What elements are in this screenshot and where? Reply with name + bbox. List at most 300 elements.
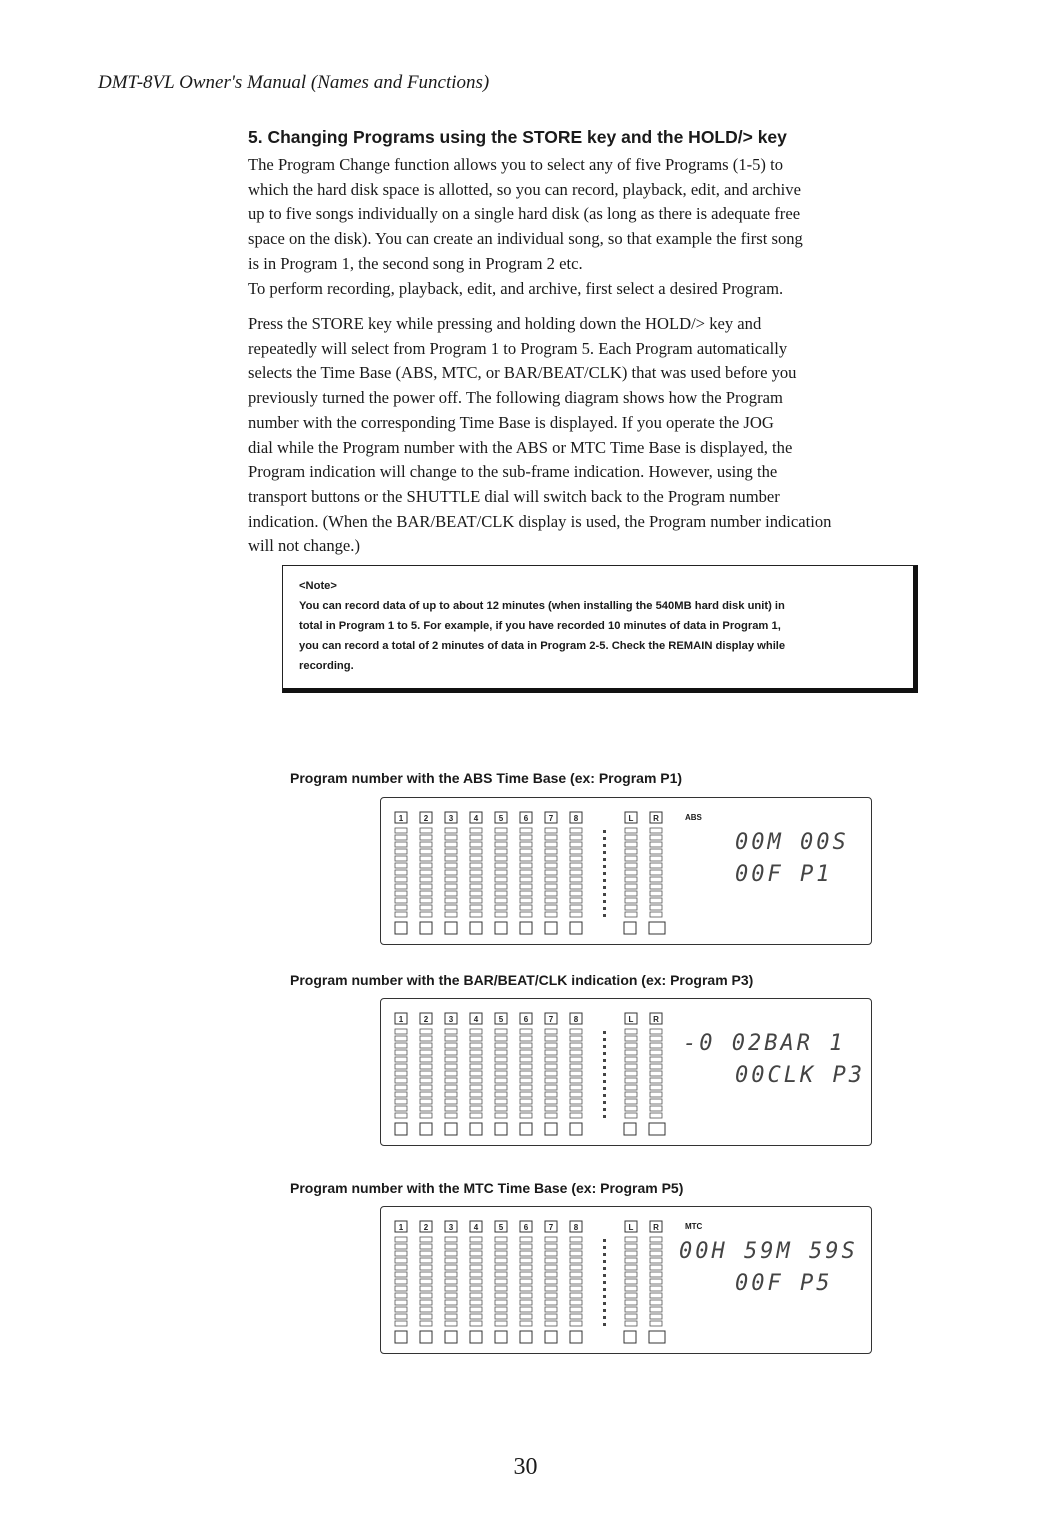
meter-segment — [570, 1036, 582, 1041]
db-scale-tick — [603, 1274, 606, 1277]
meter-segment — [520, 1307, 532, 1312]
text-line: To perform recording, playback, edit, and archive, first select a desired Program. — [248, 278, 784, 298]
db-scale-tick — [603, 900, 606, 903]
meter-segment — [625, 1244, 637, 1249]
meter-peak-box — [520, 1331, 532, 1343]
meter-segment — [395, 1078, 407, 1083]
meter-channel-label: 7 — [548, 1223, 554, 1232]
meter-peak-box — [624, 1331, 636, 1343]
meter-segment — [395, 1113, 407, 1118]
meter-peak-box — [520, 1123, 532, 1135]
meter-segment — [445, 1258, 457, 1263]
meter-segment — [395, 1057, 407, 1062]
meter-segment — [570, 1085, 582, 1090]
meter-channel-label: R — [653, 814, 659, 823]
meter-segment — [520, 1085, 532, 1090]
meter-segment — [470, 1106, 482, 1111]
meter-segment — [625, 1286, 637, 1291]
meter-segment — [520, 891, 532, 896]
meter-segment — [570, 905, 582, 910]
meter-segment — [470, 1279, 482, 1284]
meter-segment — [650, 1050, 662, 1055]
db-scale-tick — [603, 907, 606, 910]
meter-segment — [545, 870, 557, 875]
db-scale-tick — [603, 1101, 606, 1104]
meter-segment — [420, 877, 432, 882]
db-scale-tick — [603, 1267, 606, 1270]
meter-segment — [495, 1251, 507, 1256]
text-line: is in Program 1, the second song in Program 2 etc. — [248, 253, 583, 273]
text-line: will not change.) — [248, 536, 360, 556]
meter-segment — [420, 1085, 432, 1090]
meter-segment — [625, 1307, 637, 1312]
meter-segment — [520, 1050, 532, 1055]
meter-segment — [495, 835, 507, 840]
meter-segment — [445, 1272, 457, 1277]
meter-segment — [520, 1251, 532, 1256]
meter-segment — [395, 1092, 407, 1097]
db-scale-tick — [603, 1246, 606, 1249]
text-line: up to five songs individually on a single hard disk (as long as there is adequate free — [248, 204, 801, 224]
meter-segment — [395, 905, 407, 910]
meter-segment — [625, 905, 637, 910]
meter-segment — [495, 1092, 507, 1097]
meter-segment — [625, 912, 637, 917]
meter-segment — [445, 1085, 457, 1090]
meter-segment — [650, 1085, 662, 1090]
meter-peak-box — [395, 1123, 407, 1135]
meter-segment — [445, 842, 457, 847]
meter-channel-label: 3 — [448, 1015, 454, 1024]
meter-segment — [520, 1314, 532, 1319]
note-heading: <Note> — [299, 580, 337, 592]
db-scale-tick — [603, 844, 606, 847]
meter-segment — [520, 1036, 532, 1041]
meter-segment — [570, 849, 582, 854]
meter-segment — [625, 1251, 637, 1256]
meter-segment — [650, 828, 662, 833]
meter-segment — [520, 1092, 532, 1097]
meter-segment — [570, 863, 582, 868]
meter-segment — [445, 1043, 457, 1048]
time-readout-line1: 00H 59M 59S — [679, 1239, 858, 1264]
meter-segment — [625, 1092, 637, 1097]
meter-segment — [495, 884, 507, 889]
meter-segment — [395, 1251, 407, 1256]
meter-segment — [470, 912, 482, 917]
meter-segment — [495, 870, 507, 875]
meter-segment — [545, 828, 557, 833]
time-readout-line2: 00F P1 — [735, 862, 833, 887]
meter-segment — [445, 1307, 457, 1312]
meter-segment — [395, 1300, 407, 1305]
level-meters — [381, 999, 681, 1145]
figure-caption-mtc: Program number with the MTC Time Base (ex: Program P5) — [290, 1180, 684, 1196]
meter-segment — [650, 1092, 662, 1097]
meter-segment — [570, 1064, 582, 1069]
meter-peak-box — [649, 1331, 665, 1343]
meter-peak-box — [420, 922, 432, 934]
meter-segment — [545, 884, 557, 889]
meter-segment — [470, 1050, 482, 1055]
db-scale-tick — [603, 851, 606, 854]
meter-segment — [570, 828, 582, 833]
meter-segment — [545, 849, 557, 854]
meter-channel-label: R — [653, 1015, 659, 1024]
meter-segment — [520, 1071, 532, 1076]
meter-segment — [445, 1078, 457, 1083]
meter-segment — [650, 1029, 662, 1034]
meter-segment — [395, 898, 407, 903]
db-scale-tick — [603, 1094, 606, 1097]
meter-channel-label: 4 — [473, 814, 479, 823]
meter-segment — [625, 1064, 637, 1069]
meter-segment — [445, 1064, 457, 1069]
meter-segment — [520, 1078, 532, 1083]
meter-segment — [625, 1078, 637, 1083]
meter-segment — [445, 1286, 457, 1291]
meter-segment — [395, 863, 407, 868]
meter-segment — [545, 1314, 557, 1319]
meter-segment — [420, 1244, 432, 1249]
meter-peak-box — [470, 922, 482, 934]
meter-segment — [420, 1092, 432, 1097]
meter-segment — [650, 1272, 662, 1277]
meter-segment — [570, 1029, 582, 1034]
meter-channel-label: 1 — [398, 814, 404, 823]
meter-channel-label: 4 — [473, 1223, 479, 1232]
meter-peak-box — [624, 922, 636, 934]
meter-segment — [470, 863, 482, 868]
meter-segment — [495, 1307, 507, 1312]
note-line: you can record a total of 2 minutes of data in Program 2-5. Check the REMAIN display while — [299, 640, 786, 652]
meter-segment — [520, 1321, 532, 1326]
meter-segment — [650, 1244, 662, 1249]
text-line: Program indication will change to the sub-frame indication. However, using the — [248, 462, 778, 482]
db-scale-tick — [603, 1288, 606, 1291]
meter-segment — [470, 1244, 482, 1249]
meter-peak-box — [420, 1123, 432, 1135]
meter-segment — [495, 1321, 507, 1326]
db-scale-tick — [603, 858, 606, 861]
meter-segment — [445, 1057, 457, 1062]
meter-segment — [650, 1265, 662, 1270]
meter-segment — [570, 1279, 582, 1284]
meter-segment — [625, 1029, 637, 1034]
meter-channel-label: 6 — [523, 1015, 529, 1024]
meter-segment — [650, 842, 662, 847]
lcd-display-mtc — [380, 1206, 872, 1354]
meter-segment — [445, 1237, 457, 1242]
meter-peak-box — [545, 922, 557, 934]
meter-segment — [625, 828, 637, 833]
meter-segment — [625, 1321, 637, 1326]
meter-segment — [395, 884, 407, 889]
lcd-display-abs — [380, 797, 872, 945]
meter-segment — [650, 1307, 662, 1312]
meter-segment — [445, 1244, 457, 1249]
meter-segment — [650, 856, 662, 861]
meter-segment — [570, 1307, 582, 1312]
meter-segment — [520, 905, 532, 910]
meter-segment — [470, 828, 482, 833]
meter-segment — [545, 1071, 557, 1076]
meter-channel-label: 6 — [523, 1223, 529, 1232]
meter-segment — [420, 1078, 432, 1083]
meter-segment — [495, 1244, 507, 1249]
meter-segment — [495, 1293, 507, 1298]
note-line: You can record data of up to about 12 minutes (when installing the 540MB hard disk unit) in — [299, 600, 785, 612]
meter-segment — [495, 1057, 507, 1062]
meter-segment — [420, 1314, 432, 1319]
meter-segment — [495, 863, 507, 868]
meter-segment — [470, 1272, 482, 1277]
meter-segment — [545, 1064, 557, 1069]
meter-segment — [625, 1300, 637, 1305]
meter-channel-label: 1 — [398, 1223, 404, 1232]
meter-segment — [545, 1078, 557, 1083]
meter-segment — [495, 1036, 507, 1041]
meter-segment — [445, 835, 457, 840]
db-scale-tick — [603, 1108, 606, 1111]
meter-segment — [650, 877, 662, 882]
text-line: selects the Time Base (ABS, MTC, or BAR/BEAT/CLK) that was used before you — [248, 363, 797, 383]
meter-segment — [545, 1321, 557, 1326]
meter-segment — [520, 1244, 532, 1249]
db-scale-tick — [603, 1302, 606, 1305]
meter-channel-label: 3 — [448, 814, 454, 823]
meter-segment — [495, 842, 507, 847]
meter-segment — [470, 1251, 482, 1256]
meter-peak-box — [545, 1331, 557, 1343]
meter-segment — [395, 1265, 407, 1270]
meter-segment — [625, 856, 637, 861]
meter-segment — [395, 1314, 407, 1319]
meter-channel-label: 5 — [498, 1015, 504, 1024]
meter-segment — [395, 912, 407, 917]
meter-segment — [545, 1036, 557, 1041]
db-scale-tick — [603, 1316, 606, 1319]
db-scale-tick — [603, 893, 606, 896]
meter-segment — [495, 1314, 507, 1319]
meter-segment — [495, 891, 507, 896]
meter-segment — [650, 1300, 662, 1305]
meter-segment — [495, 1272, 507, 1277]
meter-segment — [650, 1106, 662, 1111]
meter-segment — [445, 1029, 457, 1034]
meter-segment — [520, 898, 532, 903]
meter-segment — [570, 1244, 582, 1249]
meter-segment — [445, 856, 457, 861]
meter-segment — [650, 1279, 662, 1284]
meter-segment — [545, 1113, 557, 1118]
meter-segment — [445, 1106, 457, 1111]
text-line: which the hard disk space is allotted, so you can record, playback, edit, and archive — [248, 179, 801, 199]
meter-segment — [520, 877, 532, 882]
meter-segment — [545, 863, 557, 868]
section-title: 5. Changing Programs using the STORE key and the HOLD/> key — [248, 127, 787, 147]
meter-segment — [420, 1237, 432, 1242]
meter-segment — [650, 1251, 662, 1256]
meter-segment — [625, 1036, 637, 1041]
meter-segment — [495, 1071, 507, 1076]
meter-segment — [650, 1286, 662, 1291]
meter-segment — [520, 1099, 532, 1104]
meter-segment — [495, 849, 507, 854]
meter-segment — [570, 856, 582, 861]
meter-segment — [625, 863, 637, 868]
meter-segment — [470, 842, 482, 847]
meter-segment — [495, 1078, 507, 1083]
meter-segment — [495, 877, 507, 882]
meter-channel-label: L — [628, 814, 634, 823]
meter-segment — [445, 1314, 457, 1319]
meter-segment — [470, 835, 482, 840]
meter-channel-label: 5 — [498, 1223, 504, 1232]
meter-segment — [395, 828, 407, 833]
meter-channel-label: L — [628, 1015, 634, 1024]
meter-segment — [545, 877, 557, 882]
meter-segment — [625, 835, 637, 840]
meter-channel-label: 1 — [398, 1015, 404, 1024]
meter-segment — [470, 1071, 482, 1076]
meter-segment — [545, 1300, 557, 1305]
text-line: previously turned the power off. The following diagram shows how the Program — [248, 388, 783, 408]
meter-channel-label: 2 — [423, 814, 429, 823]
meter-segment — [570, 835, 582, 840]
meter-segment — [470, 1036, 482, 1041]
meter-segment — [570, 877, 582, 882]
meter-segment — [395, 1085, 407, 1090]
meter-segment — [395, 870, 407, 875]
meter-segment — [570, 1099, 582, 1104]
meter-segment — [545, 1029, 557, 1034]
meter-channel-label: 8 — [573, 1223, 579, 1232]
meter-segment — [570, 884, 582, 889]
time-readout-line2: 00F P5 — [735, 1271, 833, 1296]
meter-segment — [545, 1286, 557, 1291]
meter-segment — [420, 1050, 432, 1055]
meter-segment — [545, 1099, 557, 1104]
meter-segment — [395, 1258, 407, 1263]
meter-segment — [470, 1057, 482, 1062]
meter-segment — [445, 1050, 457, 1055]
meter-segment — [570, 1251, 582, 1256]
level-meters — [381, 798, 681, 944]
meter-segment — [570, 1258, 582, 1263]
meter-segment — [570, 891, 582, 896]
meter-segment — [470, 884, 482, 889]
meter-segment — [470, 1092, 482, 1097]
meter-segment — [625, 1293, 637, 1298]
meter-segment — [470, 1300, 482, 1305]
meter-segment — [650, 1064, 662, 1069]
meter-segment — [445, 828, 457, 833]
meter-segment — [650, 1314, 662, 1319]
meter-segment — [420, 1307, 432, 1312]
meter-segment — [445, 891, 457, 896]
db-scale-tick — [603, 872, 606, 875]
meter-segment — [395, 891, 407, 896]
meter-segment — [520, 1057, 532, 1062]
meter-segment — [495, 1265, 507, 1270]
meter-segment — [420, 849, 432, 854]
meter-segment — [420, 1043, 432, 1048]
meter-segment — [470, 1314, 482, 1319]
meter-channel-label: 7 — [548, 1015, 554, 1024]
meter-channel-label: 8 — [573, 1015, 579, 1024]
db-scale-tick — [603, 1045, 606, 1048]
meter-segment — [545, 835, 557, 840]
db-scale-tick — [603, 879, 606, 882]
meter-segment — [545, 1251, 557, 1256]
text-line: The Program Change function allows you to select any of five Programs (1-5) to — [248, 155, 784, 174]
meter-segment — [445, 877, 457, 882]
meter-segment — [420, 870, 432, 875]
meter-segment — [625, 1071, 637, 1076]
time-readout-line1: -0 02BAR 1 — [683, 1031, 846, 1056]
meter-segment — [395, 1064, 407, 1069]
meter-channel-label: 8 — [573, 814, 579, 823]
meter-segment — [570, 1272, 582, 1277]
meter-segment — [495, 1258, 507, 1263]
meter-segment — [445, 1279, 457, 1284]
meter-segment — [445, 1251, 457, 1256]
meter-segment — [470, 1029, 482, 1034]
meter-segment — [395, 1307, 407, 1312]
meter-peak-box — [445, 922, 457, 934]
meter-peak-box — [445, 1123, 457, 1135]
meter-segment — [520, 849, 532, 854]
meter-segment — [395, 1272, 407, 1277]
meter-segment — [495, 1286, 507, 1291]
meter-segment — [520, 1286, 532, 1291]
meter-segment — [625, 1085, 637, 1090]
meter-segment — [650, 1258, 662, 1263]
meter-segment — [545, 1057, 557, 1062]
db-scale-tick — [603, 886, 606, 889]
meter-peak-box — [649, 922, 665, 934]
db-scale-tick — [603, 1260, 606, 1263]
meter-peak-box — [570, 922, 582, 934]
meter-segment — [395, 1071, 407, 1076]
meter-segment — [420, 912, 432, 917]
meter-segment — [420, 1265, 432, 1270]
running-header: DMT-8VL Owner's Manual (Names and Functions) — [98, 72, 490, 93]
meter-segment — [570, 1092, 582, 1097]
meter-segment — [420, 1057, 432, 1062]
meter-segment — [470, 1237, 482, 1242]
meter-segment — [650, 1036, 662, 1041]
meter-segment — [470, 870, 482, 875]
meter-segment — [545, 898, 557, 903]
meter-segment — [650, 835, 662, 840]
meter-segment — [470, 891, 482, 896]
meter-segment — [650, 1321, 662, 1326]
meter-segment — [520, 856, 532, 861]
meter-segment — [445, 884, 457, 889]
meter-segment — [570, 912, 582, 917]
meter-segment — [520, 870, 532, 875]
figure-caption-bar-beat-clk: Program number with the BAR/BEAT/CLK indication (ex: Program P3) — [290, 972, 754, 988]
note-line: total in Program 1 to 5. For example, if you have recorded 10 minutes of data in Program 1, — [299, 620, 781, 632]
meter-segment — [650, 1099, 662, 1104]
meter-segment — [570, 1113, 582, 1118]
db-scale-tick — [603, 1281, 606, 1284]
meter-segment — [570, 1050, 582, 1055]
level-meters — [381, 1207, 681, 1353]
meter-segment — [570, 1300, 582, 1305]
